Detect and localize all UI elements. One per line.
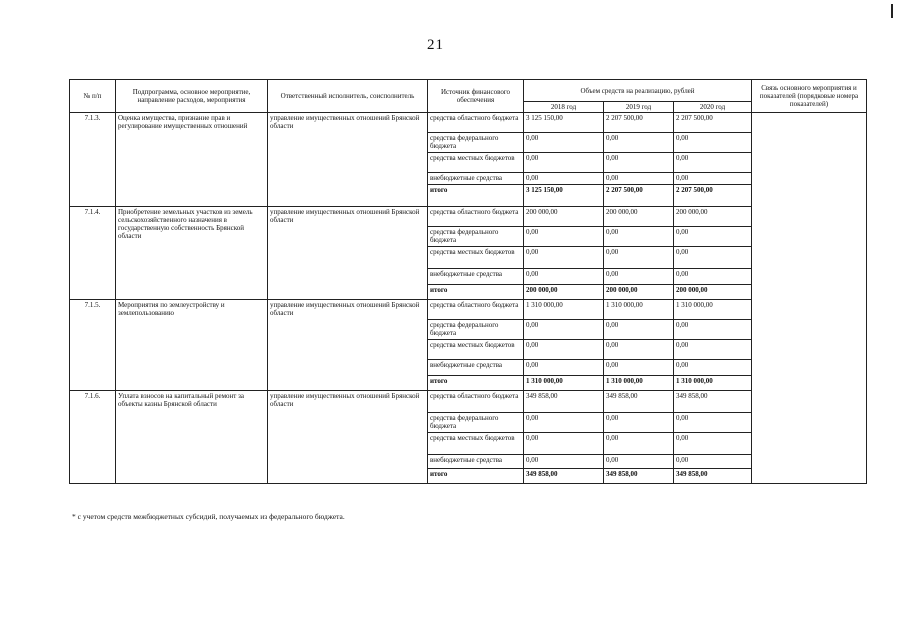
header-year-2019: 2019 год bbox=[604, 102, 674, 113]
table-row bbox=[70, 391, 867, 413]
link-cell bbox=[752, 113, 867, 484]
row-program: Оценка имущества, признание прав и регулирование имущественных отношений bbox=[116, 113, 268, 207]
value-cell: 200 000,00 bbox=[524, 285, 604, 300]
value-cell: 2 207 500,00 bbox=[604, 185, 674, 207]
row-executor: управление имущественных отношений Брянской области bbox=[268, 207, 428, 300]
edge-mark bbox=[891, 4, 893, 18]
value-cell: 0,00 bbox=[524, 455, 604, 469]
value-cell: 0,00 bbox=[674, 320, 752, 340]
header-source: Источник финансового обеспечения bbox=[428, 80, 524, 113]
row-num: 7.1.5. bbox=[70, 300, 116, 391]
row-num: 7.1.4. bbox=[70, 207, 116, 300]
value-cell: 3 125 150,00 bbox=[524, 185, 604, 207]
value-cell: 0,00 bbox=[604, 269, 674, 285]
value-cell: 2 207 500,00 bbox=[604, 113, 674, 133]
source-label: внебюджетные средства bbox=[428, 455, 524, 469]
value-cell: 0,00 bbox=[604, 433, 674, 455]
row-executor: управление имущественных отношений Брянской области bbox=[268, 300, 428, 391]
value-cell: 349 858,00 bbox=[604, 391, 674, 413]
source-label: средства федерального бюджета bbox=[428, 133, 524, 153]
source-label: средства местных бюджетов bbox=[428, 153, 524, 173]
value-cell: 0,00 bbox=[674, 133, 752, 153]
value-cell: 0,00 bbox=[674, 340, 752, 360]
value-cell: 349 858,00 bbox=[604, 469, 674, 484]
row-program: Мероприятия по землеустройству и землепользованию bbox=[116, 300, 268, 391]
value-cell: 200 000,00 bbox=[674, 207, 752, 227]
value-cell: 0,00 bbox=[604, 455, 674, 469]
value-cell: 1 310 000,00 bbox=[524, 300, 604, 320]
value-cell: 0,00 bbox=[524, 269, 604, 285]
value-cell: 0,00 bbox=[604, 153, 674, 173]
value-cell: 1 310 000,00 bbox=[524, 376, 604, 391]
source-label: средства областного бюджета bbox=[428, 207, 524, 227]
finance-table bbox=[69, 79, 867, 484]
source-label: средства местных бюджетов bbox=[428, 247, 524, 269]
value-cell: 1 310 000,00 bbox=[604, 300, 674, 320]
value-cell: 0,00 bbox=[604, 133, 674, 153]
value-cell: 0,00 bbox=[524, 340, 604, 360]
value-cell: 0,00 bbox=[604, 413, 674, 433]
source-label: средства местных бюджетов bbox=[428, 433, 524, 455]
header-volume: Объем средств на реализацию, рублей bbox=[524, 80, 752, 102]
row-num: 7.1.3. bbox=[70, 113, 116, 207]
value-cell: 0,00 bbox=[524, 247, 604, 269]
source-label: средства областного бюджета bbox=[428, 300, 524, 320]
table-row bbox=[70, 300, 867, 320]
value-cell: 0,00 bbox=[524, 320, 604, 340]
header-executor: Ответственный исполнитель, соисполнитель bbox=[268, 80, 428, 113]
value-cell: 0,00 bbox=[524, 227, 604, 247]
source-label: средства федерального бюджета bbox=[428, 320, 524, 340]
source-label: средства областного бюджета bbox=[428, 113, 524, 133]
value-cell: 0,00 bbox=[524, 173, 604, 185]
source-label: итого bbox=[428, 376, 524, 391]
value-cell: 0,00 bbox=[674, 433, 752, 455]
source-label: итого bbox=[428, 469, 524, 484]
value-cell: 0,00 bbox=[604, 340, 674, 360]
value-cell: 2 207 500,00 bbox=[674, 185, 752, 207]
value-cell: 0,00 bbox=[674, 153, 752, 173]
row-program: Приобретение земельных участков из земель сельскохозяйственного назначения в государственную собственность Брянской области bbox=[116, 207, 268, 300]
header-num: № п/п bbox=[70, 80, 116, 113]
table-row bbox=[70, 113, 867, 133]
table-body bbox=[70, 113, 867, 484]
source-label: средства федерального бюджета bbox=[428, 227, 524, 247]
value-cell: 1 310 000,00 bbox=[674, 376, 752, 391]
value-cell: 0,00 bbox=[674, 455, 752, 469]
value-cell: 0,00 bbox=[674, 413, 752, 433]
value-cell: 200 000,00 bbox=[524, 207, 604, 227]
value-cell: 0,00 bbox=[674, 269, 752, 285]
page-number: 21 bbox=[427, 37, 444, 53]
value-cell: 0,00 bbox=[604, 173, 674, 185]
value-cell: 0,00 bbox=[604, 247, 674, 269]
value-cell: 200 000,00 bbox=[604, 207, 674, 227]
value-cell: 0,00 bbox=[674, 227, 752, 247]
source-label: внебюджетные средства bbox=[428, 173, 524, 185]
value-cell: 0,00 bbox=[604, 227, 674, 247]
value-cell: 1 310 000,00 bbox=[674, 300, 752, 320]
value-cell: 0,00 bbox=[524, 133, 604, 153]
value-cell: 0,00 bbox=[674, 173, 752, 185]
value-cell: 3 125 150,00 bbox=[524, 113, 604, 133]
header-year-2018: 2018 год bbox=[524, 102, 604, 113]
source-label: средства областного бюджета bbox=[428, 391, 524, 413]
source-label: итого bbox=[428, 285, 524, 300]
value-cell: 0,00 bbox=[524, 433, 604, 455]
value-cell: 1 310 000,00 bbox=[604, 376, 674, 391]
table-row bbox=[70, 207, 867, 227]
row-program: Уплата взносов на капитальный ремонт за объекты казны Брянской области bbox=[116, 391, 268, 484]
value-cell: 0,00 bbox=[524, 153, 604, 173]
header-year-2020: 2020 год bbox=[674, 102, 752, 113]
source-label: средства местных бюджетов bbox=[428, 340, 524, 360]
value-cell: 0,00 bbox=[524, 413, 604, 433]
value-cell: 0,00 bbox=[604, 360, 674, 376]
source-label: итого bbox=[428, 185, 524, 207]
value-cell: 0,00 bbox=[674, 360, 752, 376]
value-cell: 2 207 500,00 bbox=[674, 113, 752, 133]
source-label: внебюджетные средства bbox=[428, 269, 524, 285]
footnote: * с учетом средств межбюджетных субсидий, получаемых из федерального бюджета. bbox=[72, 512, 345, 521]
value-cell: 0,00 bbox=[524, 360, 604, 376]
source-label: внебюджетные средства bbox=[428, 360, 524, 376]
header-program: Подпрограмма, основное мероприятие, направление расходов, мероприятия bbox=[116, 80, 268, 113]
row-executor: управление имущественных отношений Брянской области bbox=[268, 391, 428, 484]
value-cell: 200 000,00 bbox=[604, 285, 674, 300]
row-executor: управление имущественных отношений Брянской области bbox=[268, 113, 428, 207]
value-cell: 349 858,00 bbox=[524, 469, 604, 484]
value-cell: 0,00 bbox=[604, 320, 674, 340]
value-cell: 349 858,00 bbox=[674, 469, 752, 484]
source-label: средства федерального бюджета bbox=[428, 413, 524, 433]
header-link: Связь основного мероприятия и показателей (порядковые номера показателей) bbox=[752, 80, 867, 113]
value-cell: 349 858,00 bbox=[524, 391, 604, 413]
value-cell: 349 858,00 bbox=[674, 391, 752, 413]
value-cell: 200 000,00 bbox=[674, 285, 752, 300]
row-num: 7.1.6. bbox=[70, 391, 116, 484]
value-cell: 0,00 bbox=[674, 247, 752, 269]
